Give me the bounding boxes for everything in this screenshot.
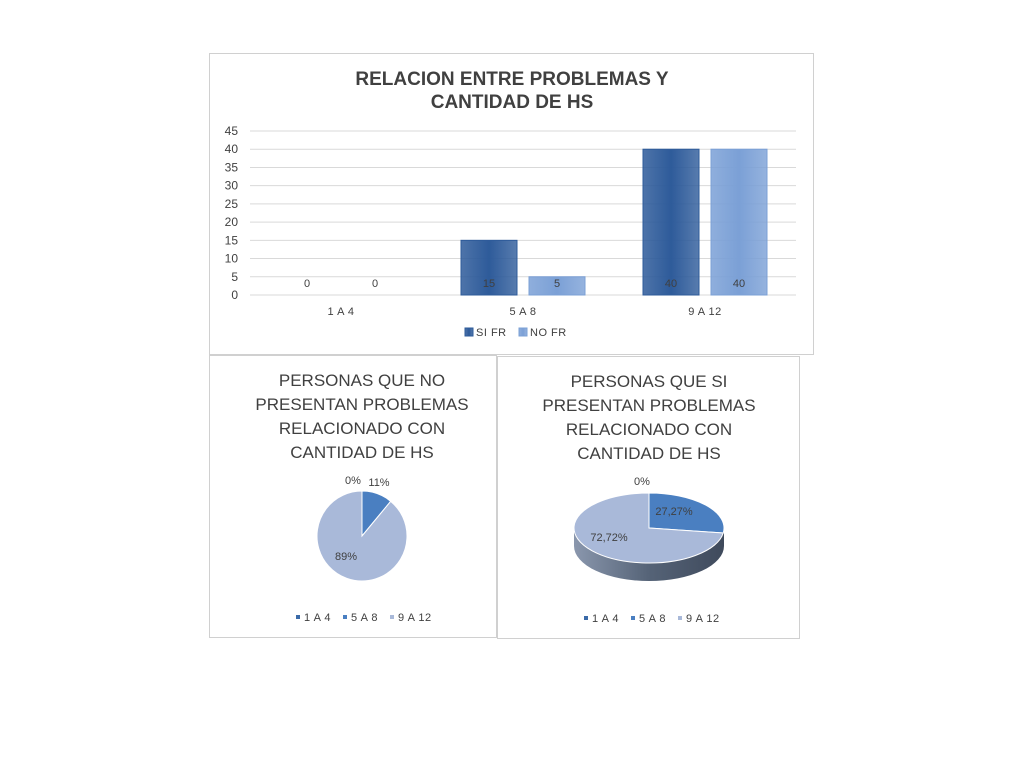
pie-chart-si-panel	[497, 356, 800, 639]
pie-chart-si	[498, 357, 801, 640]
legend-label: 5 A 8	[351, 612, 378, 624]
legend-swatch	[584, 616, 588, 620]
bar-data-label: 15	[482, 278, 496, 290]
y-tick-label: 10	[224, 251, 238, 266]
y-tick-label: 30	[224, 178, 238, 193]
legend-label: 9 A 12	[686, 613, 720, 625]
pie-chart-title: RELACIONADO CON	[278, 419, 446, 438]
pie-data-label: 27,27%	[655, 506, 693, 518]
pie-data-label: 0%	[634, 476, 650, 488]
legend-swatch	[296, 615, 300, 619]
pie-data-label: 11%	[368, 477, 390, 489]
x-category-label: 9 A 12	[688, 306, 722, 318]
y-tick-label: 5	[231, 269, 238, 284]
bar-data-label: 0	[371, 278, 379, 290]
y-tick-label: 35	[224, 160, 238, 175]
bar-data-label: 40	[664, 278, 678, 290]
x-category-label: 1 A 4	[327, 306, 355, 318]
legend-swatch	[631, 616, 635, 620]
pie-chart-title: CANTIDAD DE HS	[290, 443, 434, 462]
y-tick-label: 40	[224, 142, 238, 157]
legend-swatch	[519, 328, 527, 336]
bar-chart-title: CANTIDAD DE HS	[430, 92, 594, 113]
legend-label: 9 A 12	[398, 612, 432, 624]
y-tick-label: 45	[224, 124, 238, 138]
pie-chart-title: PRESENTAN PROBLEMAS	[255, 395, 469, 414]
bar-chart	[210, 54, 815, 356]
bar-data-label: 0	[303, 278, 311, 290]
y-tick-label: 15	[224, 233, 238, 248]
bar-chart-title: RELACION ENTRE PROBLEMAS Y	[355, 69, 669, 90]
bar-data-label: 5	[553, 278, 561, 290]
y-tick-label: 25	[224, 196, 238, 211]
x-category-label: 5 A 8	[509, 306, 537, 318]
pie-chart-no-panel	[209, 355, 497, 638]
legend-swatch	[678, 616, 682, 620]
legend-swatch	[465, 328, 473, 336]
legend-label: NO FR	[530, 327, 567, 339]
pie-chart-title: PERSONAS QUE NO	[278, 371, 446, 390]
legend-label: 1 A 4	[592, 613, 619, 625]
legend-label: 1 A 4	[304, 612, 331, 624]
pie-data-label: 89%	[334, 551, 358, 563]
pie-chart-title: PRESENTAN PROBLEMAS	[542, 396, 756, 415]
pie-slice	[317, 491, 407, 581]
bar-no-fr	[711, 149, 767, 295]
pie-data-label: 0%	[345, 475, 361, 487]
y-tick-label: 20	[224, 215, 238, 230]
legend-label: SI FR	[476, 327, 507, 339]
legend-swatch	[390, 615, 394, 619]
y-tick-label: 0	[231, 288, 238, 302]
pie-chart-no	[210, 356, 498, 639]
bar-si-fr	[643, 149, 699, 295]
pie-chart-title: RELACIONADO CON	[565, 420, 733, 439]
legend-label: 5 A 8	[639, 613, 666, 625]
legend-swatch	[343, 615, 347, 619]
pie-chart-title: CANTIDAD DE HS	[577, 444, 721, 463]
bar-chart-panel	[209, 53, 814, 355]
bar-data-label: 40	[732, 278, 746, 290]
pie-chart-title: PERSONAS QUE SI	[570, 372, 728, 391]
pie-data-label: 72,72%	[590, 532, 628, 544]
